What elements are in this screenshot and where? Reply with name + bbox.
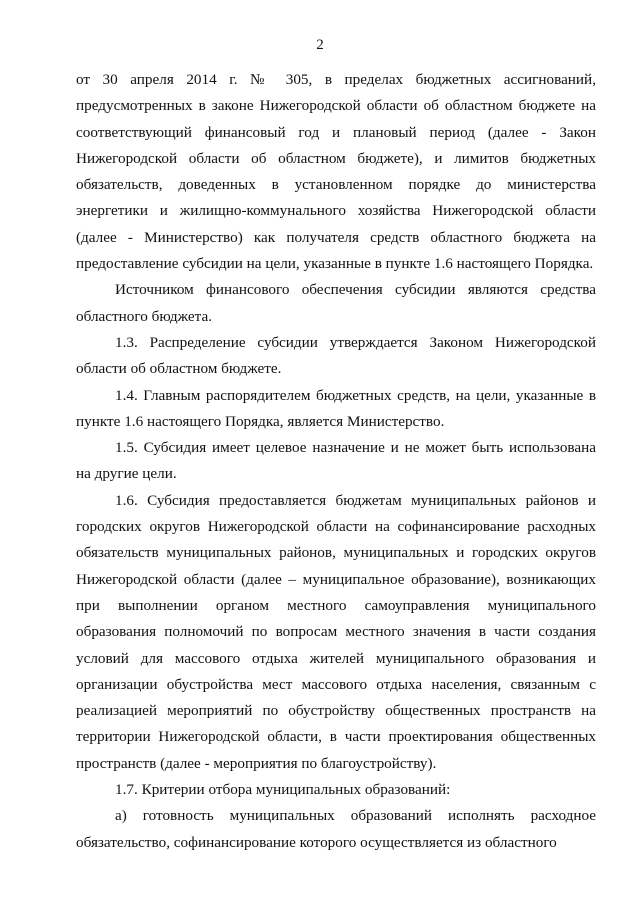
paragraph-1-4: 1.4. Главным распорядителем бюджетных средств, на цели, указанные в пункте 1.6 настоящего Порядка, является Министерство.: [76, 386, 596, 430]
paragraph-continuation: от 30 апреля 2014 г. № 305, в пределах бюджетных ассигнований, предусмотренных в законе Нижегородской области об областном бюджете на соответствующий финансовый год и плановый период (далее - Закон Нижегородской области об областном бюджете), и лимитов бюджетных обязательств, доведенных в установленном порядке до министерства энергетики и жилищно-коммунального хозяйства Нижегородской области (далее - Министерство) как получателя средств областного бюджета на предоставление субсидии на цели, указанные в пункте 1.6 настоящего Порядка.: [76, 71, 596, 273]
paragraph-1-6: 1.6. Субсидия предоставляется бюджетам муниципальных районов и городских округов Нижегородской области на софинансирование расходных обязательств муниципальных районов, муниципальных и городских округов Нижегородской области (далее – муниципальное образование), возникающих при выполнении органом местного самоуправления муниципального образования полномочий по вопросам местного значения в части создания условий для массового отдыха жителей муниципального образования и организации обустройства мест массового отдыха населения, связанным с реализацией мероприятий по обустройству общественных пространств на территории Нижегородской области, в части проектирования общественных пространств (далее - мероприятия по благоустройству).: [76, 491, 596, 772]
paragraph-1-7: 1.7. Критерии отбора муниципальных образований:: [115, 781, 451, 799]
page-number: 2: [316, 37, 324, 53]
paragraph-funding-source: Источником финансового обеспечения субсидии являются средства областного бюджета.: [76, 281, 596, 325]
document-body: [76, 67, 596, 856]
paragraph-1-5: 1.5. Субсидия имеет целевое назначение и не может быть использована на другие цели.: [76, 439, 596, 483]
paragraph-criteria-a: а) готовность муниципальных образований исполнять расходное обязательство, софинансирование которого осуществляется из областного: [76, 807, 596, 851]
paragraph-1-3: 1.3. Распределение субсидии утверждается Законом Нижегородской области об областном бюджете.: [76, 333, 596, 378]
